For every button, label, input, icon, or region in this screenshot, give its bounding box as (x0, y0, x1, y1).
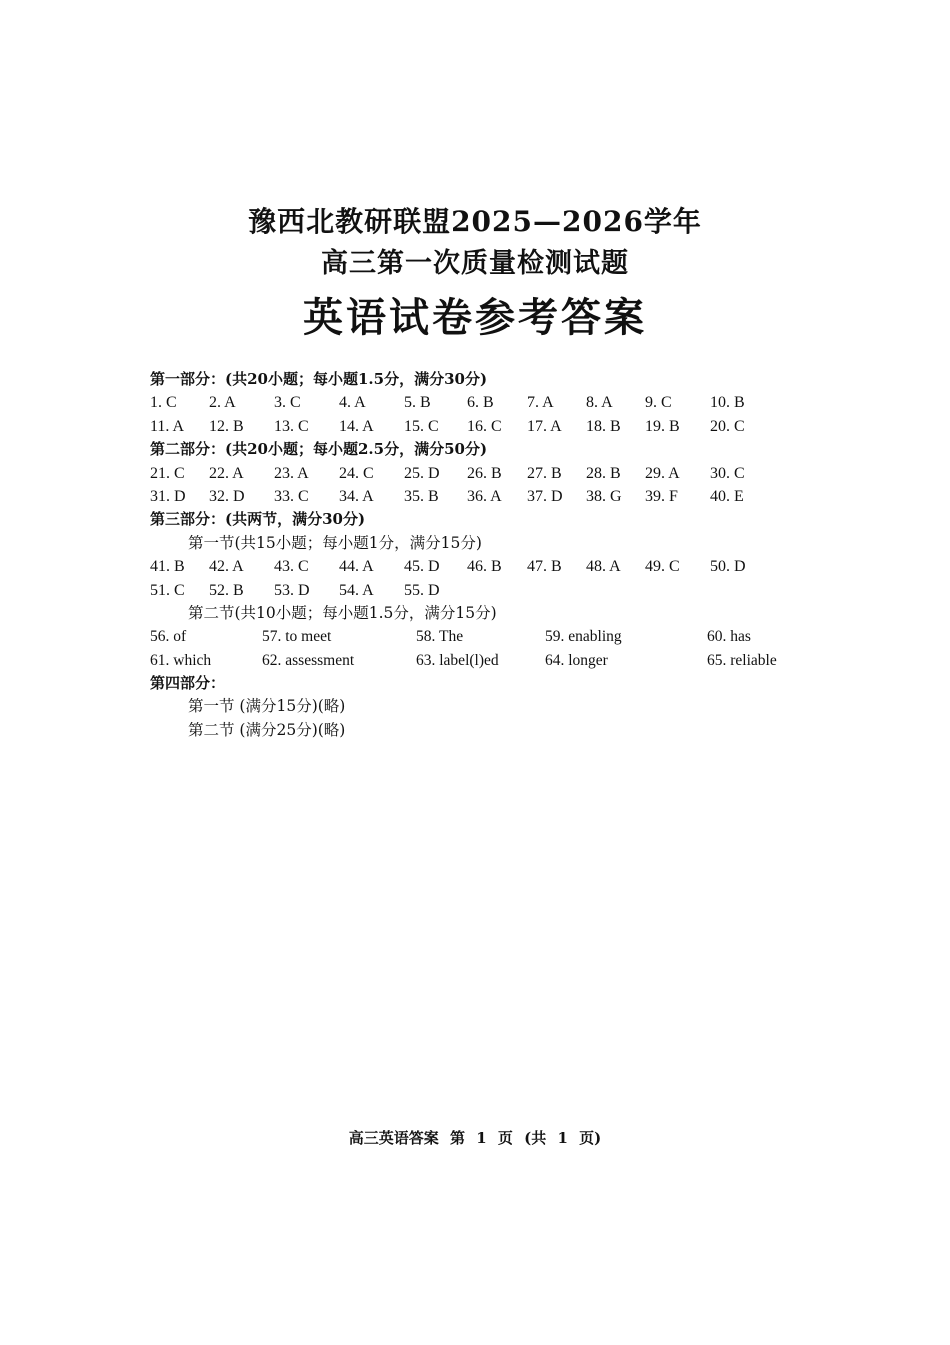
answer-item: 54. A (339, 581, 374, 599)
answer-item: 12. B (209, 417, 244, 435)
answer-item: 8. A (586, 394, 613, 412)
answer-item: 47. B (527, 558, 562, 576)
answer-item: 53. D (274, 581, 310, 599)
part4-header: 第四部分： (150, 674, 226, 693)
fill-answer-item: 63. label(l)ed (416, 651, 499, 669)
title-line-2: 高三第一次质量检测试题 (321, 248, 629, 279)
answer-item: 29. A (645, 464, 680, 482)
answer-item: 14. A (339, 417, 374, 435)
part1-row-2 (150, 415, 850, 438)
part3-header: 第三部分：(共两节，满分30分) (150, 510, 366, 529)
fill-answer-item: 59. enabling (545, 628, 622, 646)
part4-section2: 第二节 (满分25分)(略) (188, 720, 346, 739)
document-title: 英语试卷参考答案 (303, 294, 647, 341)
answer-item: 11. A (150, 417, 185, 435)
answer-item: 48. A (586, 558, 621, 576)
answer-item: 19. B (645, 417, 680, 435)
fill-answer-item: 57. to meet (262, 628, 332, 646)
answer-item: 20. C (710, 417, 745, 435)
answer-item: 23. A (274, 464, 309, 482)
answer-item: 36. A (467, 487, 502, 505)
answer-item: 35. B (404, 487, 439, 505)
answer-item: 2. A (209, 394, 236, 412)
answer-item: 13. C (274, 417, 309, 435)
fill-answer-item: 60. has (707, 628, 751, 646)
answer-item: 40. E (710, 487, 744, 505)
page-footer: 高三英语答案 第 1 页 (共 1 页) (348, 1129, 602, 1147)
answer-item: 5. B (404, 394, 431, 412)
part1-header: 第一部分：(共20小题；每小题1.5分，满分30分) (150, 370, 488, 388)
answer-item: 42. A (209, 558, 244, 576)
answer-item: 30. C (710, 464, 745, 482)
answer-item: 44. A (339, 558, 374, 576)
answer-item: 10. B (710, 394, 745, 412)
answer-item: 27. B (527, 464, 562, 482)
answer-item: 52. B (209, 581, 244, 599)
answer-item: 41. B (150, 558, 185, 576)
title-line-1: 豫西北教研联盟2025—2026学年 (248, 205, 702, 238)
fill-answer-item: 65. reliable (707, 651, 777, 669)
answer-item: 33. C (274, 487, 309, 505)
answer-item: 7. A (527, 394, 554, 412)
answer-item: 9. C (645, 394, 672, 412)
answer-item: 28. B (586, 464, 621, 482)
answer-item: 34. A (339, 487, 374, 505)
answer-item: 25. D (404, 464, 440, 482)
answer-item: 15. C (404, 417, 439, 435)
answer-item: 31. D (150, 487, 186, 505)
answer-item: 6. B (467, 394, 494, 412)
answer-item: 3. C (274, 394, 301, 412)
part2-row-1 (150, 462, 850, 485)
part3-section1-header: 第一节(共15小题；每小题1分，满分15分) (188, 533, 482, 552)
fill-answer-item: 62. assessment (262, 651, 355, 669)
answer-item: 16. C (467, 417, 502, 435)
answer-item: 24. C (339, 464, 374, 482)
part2-row-2 (150, 485, 850, 508)
part1-row-1 (150, 391, 850, 414)
answer-item: 43. C (274, 558, 309, 576)
fill-answer-item: 56. of (150, 628, 187, 646)
part3-fill-row-2 (150, 649, 850, 672)
answer-item: 1. C (150, 394, 177, 412)
fill-answer-item: 64. longer (545, 651, 608, 669)
answer-item: 50. D (710, 558, 746, 576)
answer-item: 51. C (150, 581, 185, 599)
answer-item: 39. F (645, 487, 678, 505)
answer-item: 22. A (209, 464, 244, 482)
answer-item: 26. B (467, 464, 502, 482)
part3-row-2 (150, 579, 850, 602)
part4-section1: 第一节 (满分15分)(略) (188, 697, 346, 716)
answer-item: 21. C (150, 464, 185, 482)
fill-answer-item: 61. which (150, 651, 212, 669)
answer-item: 46. B (467, 558, 502, 576)
answer-content (150, 368, 850, 742)
answer-item: 45. D (404, 558, 440, 576)
part3-fill-row-1 (150, 625, 850, 648)
answer-item: 37. D (527, 487, 563, 505)
answer-item: 49. C (645, 558, 680, 576)
fill-answer-item: 58. The (416, 628, 464, 646)
answer-item: 18. B (586, 417, 621, 435)
part3-section2-header: 第二节(共10小题；每小题1.5分，满分15分) (188, 603, 497, 622)
part2-header: 第二部分：(共20小题；每小题2.5分，满分50分) (150, 440, 488, 459)
answer-item: 38. G (586, 487, 622, 505)
part3-row-1 (150, 555, 850, 578)
answer-item: 17. A (527, 417, 562, 435)
answer-item: 32. D (209, 487, 245, 505)
answer-item: 55. D (404, 581, 440, 599)
answer-item: 4. A (339, 394, 366, 412)
